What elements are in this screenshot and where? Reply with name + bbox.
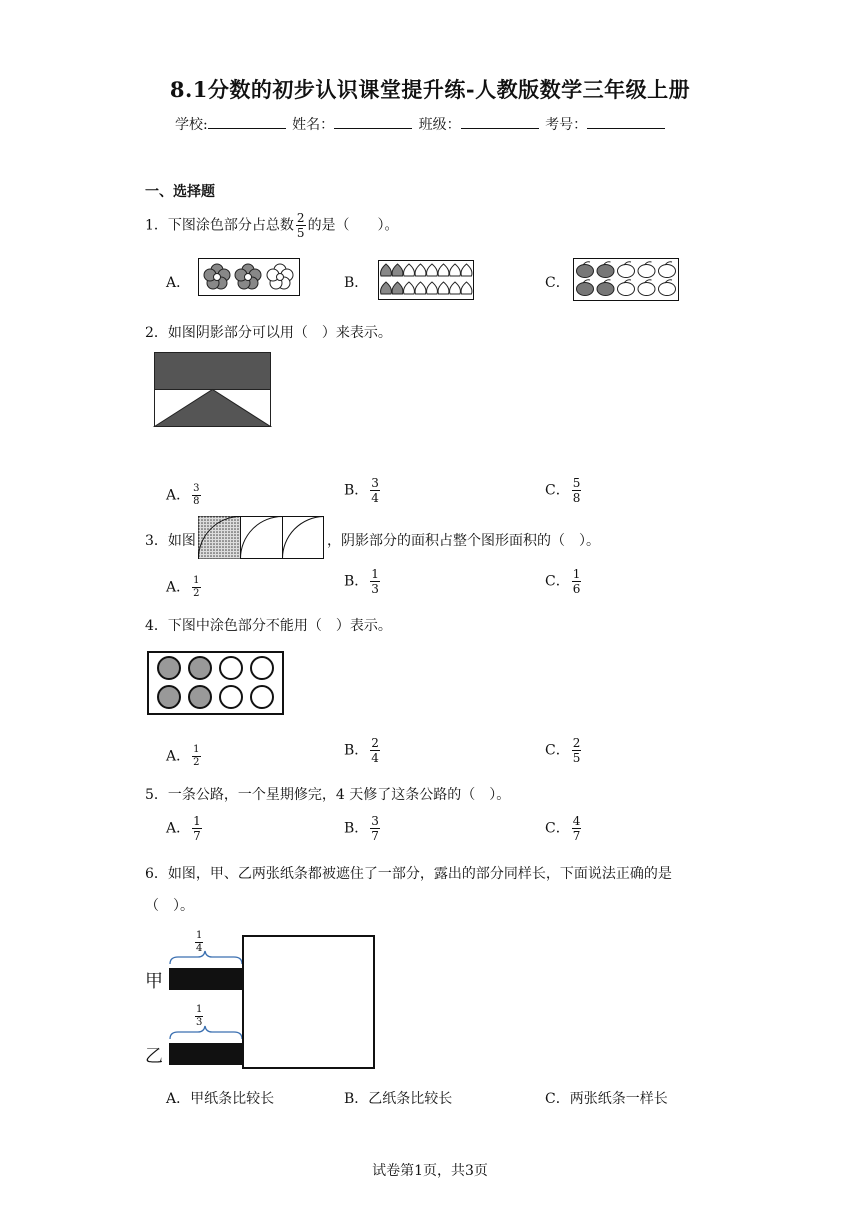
brace-2: [170, 1026, 242, 1039]
q5-option-b[interactable]: B． $\frac{3}{7}$: [344, 814, 379, 843]
strip-jia: [169, 968, 243, 990]
q4-option-a[interactable]: A． $\frac{1}{2}$: [166, 744, 200, 768]
q5-option-c[interactable]: C． $\frac{4}{7}$: [545, 814, 581, 843]
fruit-icon: [618, 283, 635, 296]
strip2-label: 乙: [145, 1046, 163, 1067]
q4-circles-figure: [147, 651, 284, 715]
q2-option-a[interactable]: A． $\frac{3}{8}$: [166, 483, 200, 507]
flower-icon: [235, 264, 261, 289]
peach-icon: [427, 264, 438, 276]
question-4: 4．下图中涂色部分不能用（ ）表示。: [145, 618, 392, 634]
fruit-icon: [597, 283, 614, 296]
number-blank[interactable]: [587, 116, 665, 129]
page-title: 8.1分数的初步认识课堂提升练-人教版数学三年级上册: [169, 77, 691, 102]
class-label: 班级：: [418, 117, 461, 133]
q2-option-c[interactable]: C． $\frac{5}{8}$: [545, 476, 581, 505]
name-label: 姓名：: [292, 117, 335, 133]
peach-icon: [438, 282, 449, 294]
fruit-icon: [577, 265, 594, 278]
q2-option-b[interactable]: B． $\frac{3}{4}$: [344, 476, 379, 505]
peach-icon: [438, 264, 449, 276]
flower-icon: [204, 264, 230, 289]
peach-icon: [404, 282, 415, 294]
q3-option-a[interactable]: A． $\frac{1}{2}$: [166, 575, 200, 599]
fruit-icon: [638, 283, 655, 296]
fruit-icon: [618, 265, 635, 278]
strip1-label: 甲: [145, 971, 163, 992]
fruit-icon: [659, 283, 676, 296]
cover-box: [243, 936, 374, 1068]
q5-option-a[interactable]: A． $\frac{1}{7}$: [166, 814, 201, 843]
q6-option-a[interactable]: A．甲纸条比较长: [166, 1091, 275, 1107]
strip1-fraction: $\frac{1}{4}$: [196, 930, 203, 954]
q1-flowers-figure: [198, 258, 300, 296]
peach-icon: [461, 264, 472, 276]
q3-quarter-circles-figure: [198, 516, 324, 559]
question-3-text: ，阴影部分的面积占整个图形面积的（ ）。: [327, 533, 600, 549]
q6-option-c[interactable]: C．两张纸条一样长: [545, 1091, 668, 1107]
fruit-icon: [597, 265, 614, 278]
q1-option-c[interactable]: C．: [545, 275, 570, 291]
school-blank[interactable]: [208, 116, 286, 129]
question-2: 2．如图阴影部分可以用（ ）来表示。: [145, 325, 392, 341]
number-label: 考号：: [545, 117, 588, 133]
question-6-line2: （ ）。: [145, 898, 194, 914]
q4-option-b[interactable]: B． $\frac{2}{4}$: [344, 736, 379, 765]
fruit-icon: [638, 265, 655, 278]
page-footer: 试卷第1页，共3页: [372, 1163, 488, 1179]
q1-text: 下图涂色部分占总数: [167, 217, 294, 234]
class-blank[interactable]: [461, 116, 539, 129]
peach-icon: [381, 282, 392, 294]
section-heading: 一、选择题: [145, 184, 215, 200]
q6-paper-strips-figure: [168, 950, 376, 1070]
q1-fruits-figure: [573, 258, 679, 301]
question-6-line1: 6．如图，甲、乙两张纸条都被遮住了一部分，露出的部分同样长，下面说法正确的是: [145, 866, 672, 882]
q1-number: 1．: [145, 217, 168, 234]
q1-option-a[interactable]: A．: [166, 275, 191, 291]
q1-fraction: $\frac{2}{5}$: [296, 211, 305, 240]
q6-option-b[interactable]: B．乙纸条比较长: [344, 1091, 453, 1107]
peach-icon: [450, 282, 461, 294]
strip-yi: [169, 1043, 243, 1065]
q4-option-c[interactable]: C． $\frac{2}{5}$: [545, 736, 581, 765]
q3-option-c[interactable]: C． $\frac{1}{6}$: [545, 567, 581, 596]
q1-text-end: 的是（ ）。: [307, 217, 399, 234]
peach-icon: [450, 264, 461, 276]
question-3-prefix: 3．如图: [145, 533, 196, 549]
student-info: [175, 114, 667, 134]
q1-peaches-figure: [378, 260, 474, 300]
q3-option-b[interactable]: B． $\frac{1}{3}$: [344, 567, 379, 596]
peach-icon: [415, 264, 426, 276]
peach-icon: [381, 264, 392, 276]
brace-1: [170, 951, 242, 964]
fruit-icon: [659, 265, 676, 278]
peach-icon: [461, 282, 472, 294]
name-blank[interactable]: [334, 116, 412, 129]
fruit-icon: [577, 283, 594, 296]
strip2-fraction: $\frac{1}{3}$: [196, 1004, 203, 1028]
q1-option-b[interactable]: B．: [344, 275, 369, 291]
flower-icon: [267, 264, 293, 289]
peach-icon: [427, 282, 438, 294]
peach-icon: [415, 282, 426, 294]
school-label: 学校:: [175, 117, 208, 133]
question-5: 5．一条公路，一个星期修完，4 天修了这条公路的（ ）。: [145, 787, 511, 803]
question-1: [145, 212, 399, 239]
peach-icon: [392, 264, 403, 276]
q2-rectangle-figure: [154, 352, 272, 428]
peach-icon: [392, 282, 403, 294]
peach-icon: [404, 264, 415, 276]
